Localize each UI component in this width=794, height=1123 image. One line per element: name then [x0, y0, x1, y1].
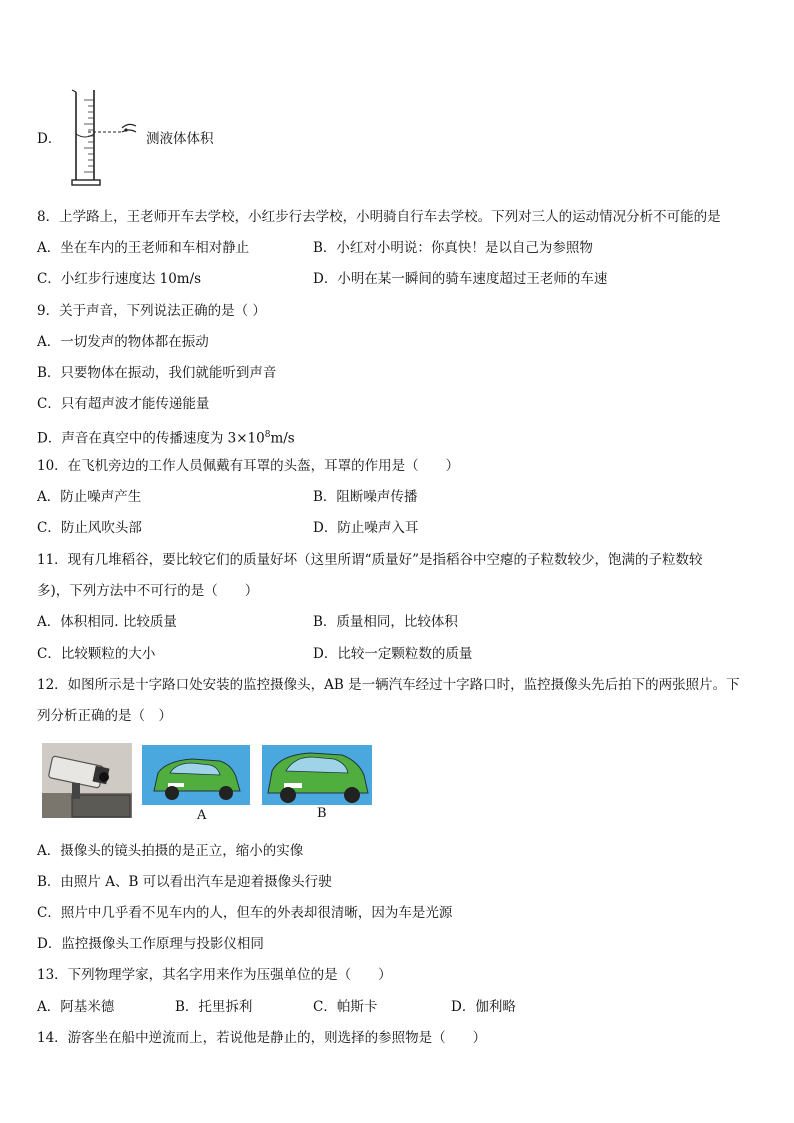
q10-option-a: A．防止噪声产生 [37, 489, 142, 505]
q13-option-a: A．阿基米德 [37, 999, 115, 1015]
q8-option-a: A．坐在车内的王老师和车相对静止 [37, 240, 250, 256]
q11-option-c: C．比较颗粒的大小 [37, 646, 156, 662]
q8-option-d: D．小明在某一瞬间的骑车速度超过王老师的车速 [313, 271, 608, 287]
q12-stem-line1: 12．如图所示是十字路口处安装的监控摄像头，AB 是一辆汽车经过十字路口时，监控摄像头先后拍下的两张照片。下 [37, 677, 740, 693]
q9-option-c: C．只有超声波才能传递能量 [37, 396, 210, 412]
q10-option-d: D．防止噪声入耳 [313, 520, 419, 536]
q7-option-d-caption: 测液体体积 [146, 131, 214, 147]
photo-a-label: A [197, 808, 207, 823]
q10-option-c: C．防止风吹头部 [37, 520, 142, 536]
q13-stem: 13．下列物理学家，其名字用来作为压强单位的是（ ） [37, 967, 392, 983]
q8-option-b: B．小红对小明说：你真快！是以自己为参照物 [313, 240, 593, 256]
photo-b-label: B [317, 806, 327, 821]
q14-stem: 14．游客坐在船中逆流而上，若说他是静止的，则选择的参照物是（ ） [37, 1030, 487, 1046]
q9-option-d-suffix: m/s [270, 430, 295, 447]
q9-option-b: B．只要物体在振动，我们就能听到声音 [37, 365, 277, 381]
q9-option-d-exponent: 8 [264, 430, 271, 440]
q13-option-d: D．伽利略 [451, 999, 516, 1015]
q11-option-b: B．质量相同，比较体积 [313, 614, 458, 630]
q13-option-b: B．托里拆利 [175, 999, 253, 1015]
q12-option-d: D．监控摄像头工作原理与投影仪相同 [37, 936, 264, 952]
q7-option-d-label: D． [37, 131, 62, 147]
q9-option-d-prefix: D．声音在真空中的传播速度为 3×10 [37, 430, 265, 447]
q12-option-b: B．由照片 A、B 可以看出汽车是迎着摄像头行驶 [37, 874, 332, 890]
q11-stem-line1: 11．现有几堆稻谷，要比较它们的质量好坏（这里所谓“质量好”是指稻谷中空瘪的子粒数较少，饱满的子粒数较 [37, 552, 703, 568]
q12-stem-line2: 列分析正确的是（ ） [37, 708, 172, 724]
car-photo-a [142, 745, 250, 805]
q8-option-c: C．小红步行速度达 10m/s [37, 271, 202, 287]
q10-option-b: B．阻断噪声传播 [313, 489, 418, 505]
q13-option-c: C．帕斯卡 [313, 999, 378, 1015]
q8-stem: 8．上学路上，王老师开车去学校，小红步行去学校，小明骑自行车去学校。下列对三人的运动情况分析不可能的是 [37, 209, 721, 225]
q11-stem-line2: 多)，下列方法中不可行的是（ ） [37, 583, 259, 599]
q11-option-d: D．比较一定颗粒数的质量 [313, 646, 473, 662]
q10-stem: 10．在飞机旁边的工作人员佩戴有耳罩的头盔，耳罩的作用是（ ） [37, 458, 460, 474]
q11-option-a: A．体积相同. 比较质量 [37, 614, 177, 630]
eye-icon [122, 124, 136, 132]
camera-and-car-photos-figure [42, 743, 382, 833]
surveillance-camera-photo [42, 743, 132, 818]
q9-stem: 9．关于声音，下列说法正确的是（ ） [37, 303, 266, 319]
q12-option-a: A．摄像头的镜头拍摄的是正立，缩小的实像 [37, 843, 304, 859]
car-photo-b [262, 745, 372, 805]
q9-option-d [37, 426, 295, 448]
q9-option-a: A．一切发声的物体都在振动 [37, 334, 209, 350]
q12-option-c: C．照片中几乎看不见车内的人，但车的外表却很清晰，因为车是光源 [37, 905, 453, 921]
